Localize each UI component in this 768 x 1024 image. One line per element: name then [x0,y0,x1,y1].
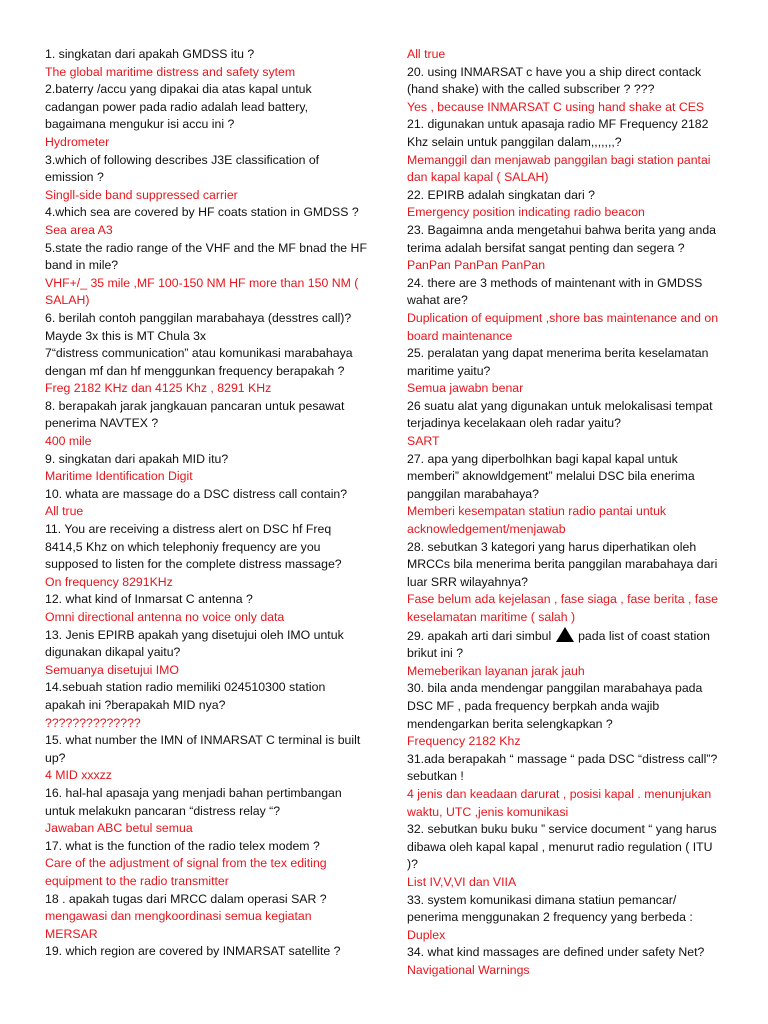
question-line: 2.baterry /accu yang dipakai dia atas kapal untuk cadangan power pada radio adalah lead battery, bagaimana mengukur isi accu ini ? [45,82,312,132]
question-line: 31.ada berapakah “ massage “ pada DSC “distress call”? sebutkan ! [407,751,718,784]
question-line: 32. sebutkan buku buku ” service document “ yang harus dibawa oleh kapal kapal , menurut radio regulation ( ITU )? [407,822,717,872]
answer-line: Sea area A3 [45,222,113,237]
question-line: 12. what kind of Inmarsat C antenna ? [45,592,253,607]
answer-line: VHF+/_ 35 mile ,MF 100-150 NM HF more than 150 NM ( SALAH) [45,275,359,308]
question-text-after: pada list of coast station brikut ini ? [407,628,711,661]
answer-line: Yes , because INMARSAT C using hand shake at CES [407,99,705,114]
answer-line: All true [45,504,84,519]
answer-line: 400 mile [45,434,92,449]
question-line: 13. Jenis EPIRB apakah yang disetujui oleh IMO untuk digunakan dikapal yaitu? [45,627,344,660]
answer-line: All true [407,47,446,61]
question-line [407,627,725,663]
question-line: 6. berilah contoh panggilan marabahaya (desstres call)? Mayde 3x this is MT Chula 3x [45,310,352,343]
question-line: 22. EPIRB adalah singkatan dari ? [407,187,595,202]
answer-line: 4 jenis dan keadaan darurat , posisi kapal . menunjukan waktu, UTC ,jenis komunikasi [407,786,712,819]
question-line: 1. singkatan dari apakah GMDSS itu ? [45,47,255,61]
question-line: 7“distress communication” atau komunikasi marabahaya dengan mf dan hf menggunkan frequency berapakah ? [45,346,353,378]
answer-line: The global maritime distress and safety sytem [45,64,296,79]
answer-line: Duplex [407,927,446,942]
question-line: 25. peralatan yang dapat menerima berita keselamatan maritime yaitu? [407,346,709,378]
question-line: 21. digunakan untuk apasaja radio MF Frequency 2182 Khz selain untuk panggilan dalam,,,,,,,? [407,117,709,149]
answer-line: mengawasi dan mengkoordinasi semua kegiatan MERSAR [45,909,312,941]
answer-line: Navigational Warnings [407,962,530,977]
answer-line: Memberi kesempatan statiun radio pantai untuk acknowledgement/menjawab [407,504,667,537]
question-line: 17. what is the function of the radio telex modem ? [45,838,320,853]
question-line: 34. what kind massages are defined under safety Net? [407,945,705,960]
answer-line: List IV,V,VI dan VIIA [407,874,517,889]
question-line: 27. apa yang diperbolhkan bagi kapal kapal untuk memberi” aknowldgement” melalui DSC bila enerima panggilan marabahaya? [407,451,695,501]
question-line: 33. system komunikasi dimana statiun pemancar/ penerima menggunakan 2 frequency yang berbeda : [407,892,693,925]
answer-line: Semuanya disetujui IMO [45,662,179,677]
question-line: 3.which of following describes J3E classification of emission ? [45,152,320,185]
answer-line: Jawaban ABC betul semua [45,821,193,836]
answer-line: Freg 2182 KHz dan 4125 Khz , 8291 KHz [45,381,272,396]
answer-line: Memanggil dan menjawab panggilan bagi station pantai dan kapal kapal ( SALAH) [407,152,711,185]
question-line: 8. berapakah jarak jangkauan pancaran untuk pesawat penerima NAVTEX ? [45,398,345,431]
question-line: 16. hal-hal apasaja yang menjadi bahan pertimbangan untuk melakukn pancaran “distress relay “? [45,785,342,818]
answer-line: PanPan PanPan PanPan [407,258,546,273]
question-line: 15. what number the IMN of INMARSAT C terminal is built up? [45,733,361,765]
question-line: 5.state the radio range of the VHF and the MF bnad the HF band in mile? [45,240,367,273]
triangle-symbol-icon [556,627,574,642]
answer-line: Omni directional antenna no voice only data [45,610,285,624]
question-line: 11. You are receiving a distress alert on DSC hf Freq 8414,5 Khz on which telephoniy frequency are you supposed to listen for the complete distress massage? [45,522,342,572]
answer-line: Hydrometer [45,134,110,149]
answer-line: Emergency position indicating radio beacon [407,205,645,220]
answer-line: SART [407,434,440,449]
answer-line: Fase belum ada kejelasan , fase siaga , fase berita , fase keselamatan maritime ( salah ) [407,592,719,624]
question-line: 30. bila anda mendengar panggilan marabahaya pada DSC MF , pada frequency berpkah anda wajib mendengarkan berita selengkapkan ? [407,681,703,731]
question-line: 4.which sea are covered by HF coats station in GMDSS ? [45,205,359,220]
question-line: 23. Bagaimna anda mengetahui bahwa berita yang anda terima adalah bersifat sangat penting dan segera ? [407,222,717,255]
question-line: 9. singkatan dari apakah MID itu? [45,451,229,466]
question-line: 10. whata are massage do a DSC distress call contain? [45,486,348,501]
question-text-before: 29. apakah arti dari simbul [407,628,555,643]
question-line: 28. sebutkan 3 kategori yang harus diperhatikan oleh MRCCs bila menerima berita panggilan marabahaya dari luar SRR wilayahnya? [407,539,718,589]
answer-line: Semua jawabn benar [407,381,524,396]
answer-line: Frequency 2182 Khz [407,734,521,749]
answer-line: Maritime Identification Digit [45,469,193,484]
answer-line: 4 MID xxxzz [45,768,112,783]
answer-line: On frequency 8291KHz [45,574,173,589]
question-line: 19. which region are covered by INMARSAT satellite ? [45,944,341,959]
answer-line: Care of the adjustment of signal from the tex editing equipment to the radio transmitter [45,856,327,888]
right-column [407,46,725,979]
question-line: 14.sebuah station radio memiliki 024510300 station apakah ini ?berapakah MID nya? [45,680,326,712]
question-line: 20. using INMARSAT c have you a ship direct contack (hand shake) with the called subscriber ? ??? [407,64,702,97]
answer-line: Memeberikan layanan jarak jauh [407,663,585,678]
question-line: 24. there are 3 methods of maintenant with in GMDSS wahat are? [407,275,703,308]
answer-line: Singll-side band suppressed carrier [45,187,238,202]
question-line: 18 . apakah tugas dari MRCC dalam operasi SAR ? [45,891,327,906]
question-line: 26 suatu alat yang digunakan untuk melokalisasi tempat terjadinya kecelakaan oleh radar yaitu? [407,398,713,431]
answer-line: ?????????????? [45,715,141,730]
answer-line: Duplication of equipment ,shore bas maintenance and on board maintenance [407,310,719,343]
left-column [45,46,367,961]
